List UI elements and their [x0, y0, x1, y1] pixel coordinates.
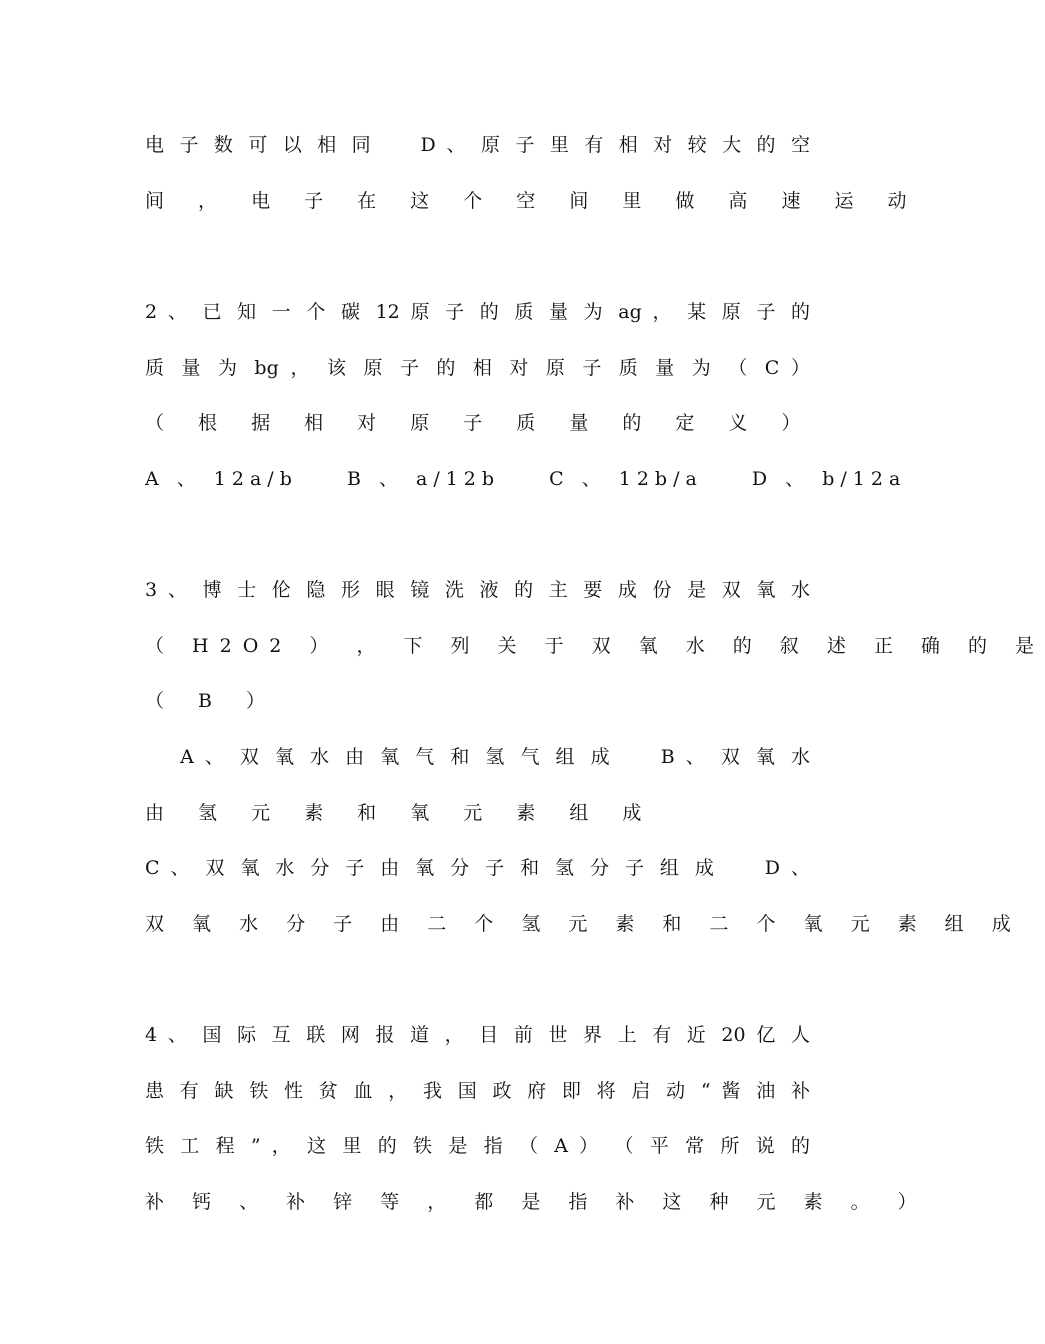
text-line: 电 子 数 可 以 相 同 D 、 原 子 里 有 相 对 较 大 的 空	[145, 134, 810, 156]
answer-option-ab: A 、 双 氧 水 由 氧 气 和 氢 气 组 成 B 、 双 氧 水	[145, 746, 810, 768]
text-line: 由 氢 元 素 和 氧 元 素 组 成	[145, 802, 656, 824]
text-line: 质 量 为 bg ， 该 原 子 的 相 对 原 子 质 量 为 （ C ）	[145, 357, 810, 379]
answer-option-cd: C 、 双 氧 水 分 子 由 氧 分 子 和 氢 分 子 组 成 D 、	[145, 857, 810, 879]
text-line: 双 氧 水 分 子 由 二 个 氢 元 素 和 二 个 氧 元 素 组 成	[145, 913, 1022, 935]
question-4-line: 4 、 国 际 互 联 网 报 道 ， 目 前 世 界 上 有 近 20 亿 人	[145, 1024, 810, 1046]
text-line: （ B ）	[145, 690, 280, 712]
text-line: （ 根 据 相 对 原 子 质 量 的 定 义 ）	[145, 412, 815, 434]
question-3-line: 3 、 博 士 伦 隐 形 眼 镜 洗 液 的 主 要 成 份 是 双 氧 水	[145, 579, 810, 601]
text-line: （ H2O2 ） ， 下 列 关 于 双 氧 水 的 叙 述 正 确 的 是	[145, 635, 1045, 657]
answer-options: A 、 12a/b B 、 a/12b C 、 12b/a D 、 b/12a	[145, 468, 907, 490]
text-line: 间 ， 电 子 在 这 个 空 间 里 做 高 速 运 动	[145, 190, 921, 212]
text-line: 补 钙 、 补 锌 等 ， 都 是 指 补 这 种 元 素 。 ）	[145, 1191, 928, 1213]
question-2-line: 2 、 已 知 一 个 碳 12 原 子 的 质 量 为 ag ， 某 原 子 的	[145, 301, 810, 323]
text-line: 患 有 缺 铁 性 贫 血 ， 我 国 政 府 即 将 启 动 “ 酱 油 补	[145, 1080, 810, 1102]
text-line: 铁 工 程 ” ， 这 里 的 铁 是 指 （ A ） （ 平 常 所 说 的	[145, 1135, 810, 1157]
